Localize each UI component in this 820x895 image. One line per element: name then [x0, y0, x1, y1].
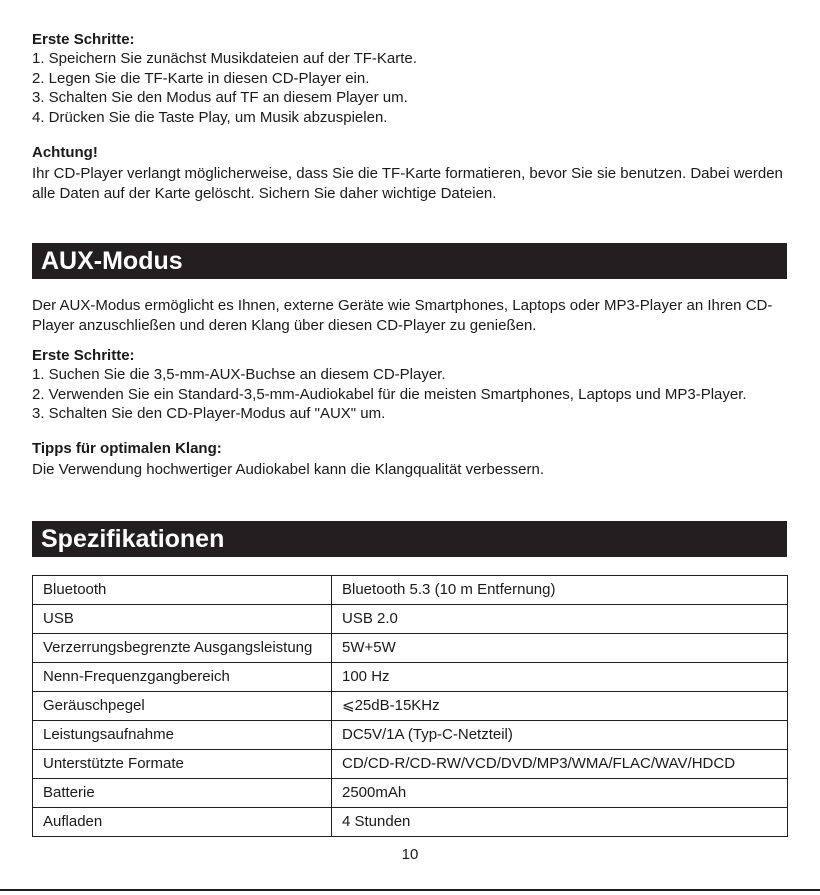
- table-row: [33, 692, 788, 721]
- table-row: [33, 808, 788, 837]
- list-item: 4. Drücken Sie die Taste Play, um Musik abzuspielen.: [32, 108, 388, 126]
- aux-intro-text: Der AUX-Modus ermöglicht es Ihnen, externe Geräte wie Smartphones, Laptops oder MP3-Player an Ihren CD-Player anzuschließen und deren Klang über diesen CD-Player zu genießen.: [32, 297, 773, 334]
- spec-label: Nenn-Frequenzgangbereich: [33, 663, 332, 692]
- tips-heading: Tipps für optimalen Klang:: [32, 440, 222, 457]
- table-row: [33, 576, 788, 605]
- aux-steps-heading: Erste Schritte:: [32, 347, 135, 364]
- spec-label: Batterie: [33, 779, 332, 808]
- warning-heading: Achtung!: [32, 144, 98, 161]
- tf-steps-block: [32, 30, 788, 127]
- tf-warning-block: [32, 143, 788, 203]
- spec-value: 5W+5W: [332, 634, 788, 663]
- table-row: [33, 750, 788, 779]
- list-item: 2. Verwenden Sie ein Standard-3,5-mm-Audiokabel für die meisten Smartphones, Laptops und MP3-Player.: [32, 385, 747, 403]
- table-row: [33, 634, 788, 663]
- aux-steps-list: [32, 365, 788, 424]
- spec-value: DC5V/1A (Typ-C-Netzteil): [332, 721, 788, 750]
- spec-value: 4 Stunden: [332, 808, 788, 837]
- tips-text: Die Verwendung hochwertiger Audiokabel kann die Klangqualität verbessern.: [32, 461, 544, 478]
- tf-steps-heading: Erste Schritte:: [32, 31, 135, 48]
- spec-label: Leistungsaufnahme: [33, 721, 332, 750]
- table-row: [33, 605, 788, 634]
- spec-value: Bluetooth 5.3 (10 m Entfernung): [332, 576, 788, 605]
- table-row: [33, 779, 788, 808]
- spec-value: USB 2.0: [332, 605, 788, 634]
- list-item: 2. Legen Sie die TF-Karte in diesen CD-Player ein.: [32, 69, 370, 87]
- spec-label: USB: [33, 605, 332, 634]
- spec-label: Aufladen: [33, 808, 332, 837]
- warning-text: Ihr CD-Player verlangt möglicherweise, dass Sie die TF-Karte formatieren, bevor Sie sie benutzen. Dabei werden alle Daten auf der Karte gelöscht. Sichern Sie daher wichtige Dateien.: [32, 165, 783, 202]
- aux-section-title: AUX-Modus: [32, 243, 787, 279]
- footer-rule: [0, 889, 820, 891]
- spec-label: Verzerrungsbegrenzte Ausgangsleistung: [33, 634, 332, 663]
- page-number: 10: [401, 846, 419, 863]
- spec-label: Geräuschpegel: [33, 692, 332, 721]
- spec-label: Unterstützte Formate: [33, 750, 332, 779]
- aux-tips-block: [32, 439, 788, 480]
- tf-steps-list: [32, 49, 788, 127]
- spec-label: Bluetooth: [33, 576, 332, 605]
- table-row: [33, 721, 788, 750]
- spec-value: 100 Hz: [332, 663, 788, 692]
- list-item: 3. Schalten Sie den CD-Player-Modus auf "AUX" um.: [32, 405, 386, 422]
- list-item: 3. Schalten Sie den Modus auf TF an diesem Player um.: [32, 89, 408, 106]
- table-row: [33, 663, 788, 692]
- aux-steps-block: [32, 346, 788, 424]
- spec-value: 2500mAh: [332, 779, 788, 808]
- aux-intro-block: [32, 296, 788, 335]
- list-item: 1. Suchen Sie die 3,5-mm-AUX-Buchse an diesem CD-Player.: [32, 366, 446, 383]
- spec-table: [32, 575, 788, 837]
- spec-value: ⩽25dB-15KHz: [332, 692, 788, 721]
- list-item: 1. Speichern Sie zunächst Musikdateien auf der TF-Karte.: [32, 50, 417, 67]
- spec-section-title: Spezifikationen: [32, 521, 787, 557]
- spec-value: CD/CD-R/CD-RW/VCD/DVD/MP3/WMA/FLAC/WAV/HDCD: [332, 750, 788, 779]
